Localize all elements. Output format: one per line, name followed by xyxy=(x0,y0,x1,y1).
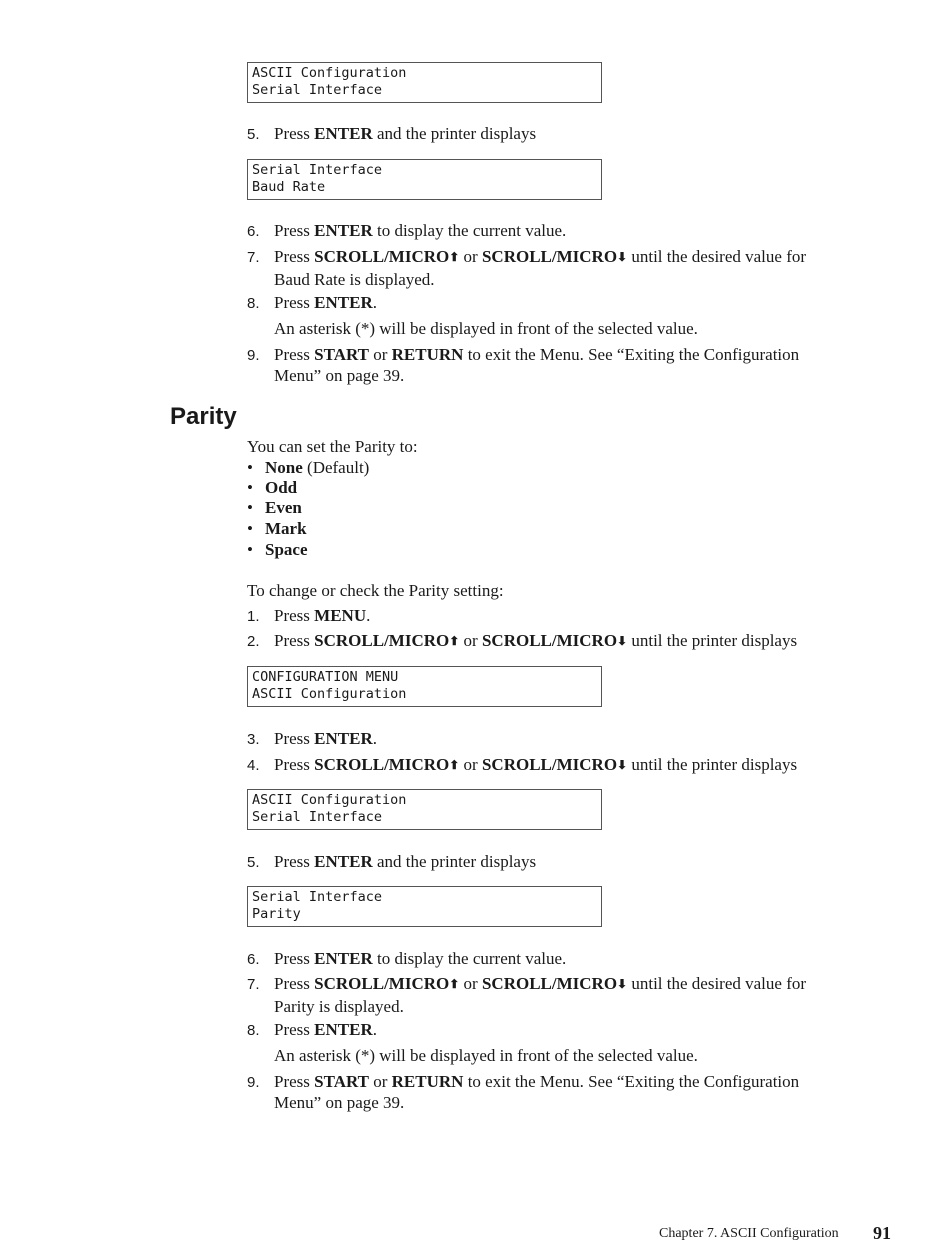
text: Press xyxy=(274,124,315,143)
key-name: ENTER xyxy=(314,949,373,968)
arrow-down-icon: ⬇ xyxy=(617,977,628,991)
step-number: 1. xyxy=(247,608,260,625)
text: Press xyxy=(274,974,315,993)
key-name: SCROLL/MICRO xyxy=(314,755,450,774)
step-text xyxy=(274,246,874,290)
text: Press xyxy=(274,221,315,240)
key-name: ENTER xyxy=(314,221,373,240)
text: until the printer displays xyxy=(627,631,798,650)
option-name: Even xyxy=(265,498,302,517)
step-text xyxy=(274,344,874,386)
text: Press xyxy=(274,729,315,748)
display-line: Serial Interface xyxy=(252,82,383,98)
display-line: CONFIGURATION MENU xyxy=(252,669,399,685)
footer-chapter: Chapter 7. ASCII Configuration xyxy=(659,1226,839,1241)
display-panel xyxy=(247,62,602,103)
option-note: (Default) xyxy=(302,458,370,477)
text: Press xyxy=(274,247,315,266)
key-name: SCROLL/MICRO xyxy=(481,974,618,993)
arrow-up-icon: ⬆ xyxy=(449,758,460,772)
arrow-down-icon: ⬇ xyxy=(617,250,628,264)
arrow-down-icon: ⬇ xyxy=(617,758,628,772)
display-line: ASCII Configuration xyxy=(252,686,407,702)
text: to display the current value. xyxy=(372,221,567,240)
key-name: ENTER xyxy=(314,729,373,748)
text: or xyxy=(368,345,392,364)
display-line: Parity xyxy=(252,906,301,922)
key-name: START xyxy=(314,345,369,364)
step-text xyxy=(274,851,874,872)
arrow-up-icon: ⬆ xyxy=(449,977,460,991)
text: Press xyxy=(274,755,315,774)
text: Press xyxy=(274,949,315,968)
arrow-up-icon: ⬆ xyxy=(449,634,460,648)
arrow-up-icon: ⬆ xyxy=(449,250,460,264)
text: Press xyxy=(274,852,315,871)
step-number: 6. xyxy=(247,951,260,968)
key-name: ENTER xyxy=(314,852,373,871)
step-text xyxy=(274,728,874,749)
text: and the printer displays xyxy=(372,852,537,871)
step-text xyxy=(274,754,874,777)
step-number: 2. xyxy=(247,633,260,650)
step-number: 6. xyxy=(247,223,260,240)
key-name: START xyxy=(314,1072,369,1091)
step-number: 3. xyxy=(247,731,260,748)
text: to display the current value. xyxy=(372,949,567,968)
step-number: 8. xyxy=(247,295,260,312)
text: to exit the Menu. See “Exiting the Configuration xyxy=(463,345,800,364)
step-note: An asterisk (*) will be displayed in front of the selected value. xyxy=(274,1046,698,1065)
text: Menu” on page 39. xyxy=(274,366,405,385)
text: or xyxy=(459,631,482,650)
text: or xyxy=(459,247,482,266)
step-text xyxy=(274,1019,874,1040)
step-text xyxy=(274,220,874,241)
text: or xyxy=(459,755,482,774)
arrow-down-icon: ⬇ xyxy=(617,634,628,648)
text: to exit the Menu. See “Exiting the Configuration xyxy=(463,1072,800,1091)
text: Press xyxy=(274,345,315,364)
text: until the desired value for xyxy=(627,247,807,266)
text: and the printer displays xyxy=(372,124,537,143)
step-note: An asterisk (*) will be displayed in front of the selected value. xyxy=(274,319,698,338)
text: . xyxy=(372,1020,377,1039)
display-line: ASCII Configuration xyxy=(252,792,407,808)
step-text xyxy=(274,123,874,144)
display-panel xyxy=(247,886,602,927)
key-name: RETURN xyxy=(391,1072,464,1091)
text: until the desired value for xyxy=(627,974,807,993)
display-panel xyxy=(247,159,602,200)
key-name: ENTER xyxy=(314,1020,373,1039)
step-text xyxy=(274,948,874,969)
key-name: SCROLL/MICRO xyxy=(314,631,450,650)
key-name: SCROLL/MICRO xyxy=(481,755,618,774)
text: Press xyxy=(274,293,315,312)
list-item: • Space xyxy=(247,540,308,559)
page-number: 91 xyxy=(873,1223,891,1243)
text: . xyxy=(366,606,371,625)
key-name: SCROLL/MICRO xyxy=(481,247,618,266)
list-item: • Mark xyxy=(247,519,307,538)
step-number: 8. xyxy=(247,1022,260,1039)
option-name: Mark xyxy=(265,519,307,538)
display-panel xyxy=(247,789,602,830)
key-name: ENTER xyxy=(314,293,373,312)
intro-text: You can set the Parity to: xyxy=(247,437,418,456)
text: . xyxy=(372,729,377,748)
display-panel xyxy=(247,666,602,707)
text: Press xyxy=(274,1020,315,1039)
key-name: MENU xyxy=(314,606,367,625)
key-name: SCROLL/MICRO xyxy=(314,974,450,993)
display-line: Serial Interface xyxy=(252,809,383,825)
step-text xyxy=(274,605,874,626)
key-name: SCROLL/MICRO xyxy=(481,631,618,650)
list-item: • Odd xyxy=(247,478,298,497)
display-line: Serial Interface xyxy=(252,162,383,178)
text: Parity is displayed. xyxy=(274,997,404,1016)
step-number: 9. xyxy=(247,1074,260,1091)
key-name: SCROLL/MICRO xyxy=(314,247,450,266)
display-line: Baud Rate xyxy=(252,179,326,195)
text: Baud Rate is displayed. xyxy=(274,270,435,289)
text: . xyxy=(372,293,377,312)
display-line: ASCII Configuration xyxy=(252,65,407,81)
step-number: 4. xyxy=(247,757,260,774)
text: Press xyxy=(274,631,315,650)
key-name: RETURN xyxy=(391,345,464,364)
text: Menu” on page 39. xyxy=(274,1093,405,1112)
option-name: None xyxy=(265,458,303,477)
section-heading: Parity xyxy=(170,403,237,430)
list-item: • Even xyxy=(247,498,302,517)
step-number: 9. xyxy=(247,347,260,364)
step-number: 7. xyxy=(247,249,260,266)
step-text xyxy=(274,1071,874,1113)
intro-text: To change or check the Parity setting: xyxy=(247,581,504,600)
step-number: 7. xyxy=(247,976,260,993)
step-number: 5. xyxy=(247,854,260,871)
text: Press xyxy=(274,606,315,625)
step-text xyxy=(274,630,874,653)
text: or xyxy=(368,1072,392,1091)
text: Press xyxy=(274,1072,315,1091)
step-text xyxy=(274,292,874,313)
text: or xyxy=(459,974,482,993)
option-name: Space xyxy=(265,540,308,559)
step-text xyxy=(274,973,874,1017)
key-name: ENTER xyxy=(314,124,373,143)
step-number: 5. xyxy=(247,126,260,143)
option-name: Odd xyxy=(265,478,298,497)
list-item: • None (Default) xyxy=(247,458,370,477)
display-line: Serial Interface xyxy=(252,889,383,905)
text: until the printer displays xyxy=(627,755,798,774)
